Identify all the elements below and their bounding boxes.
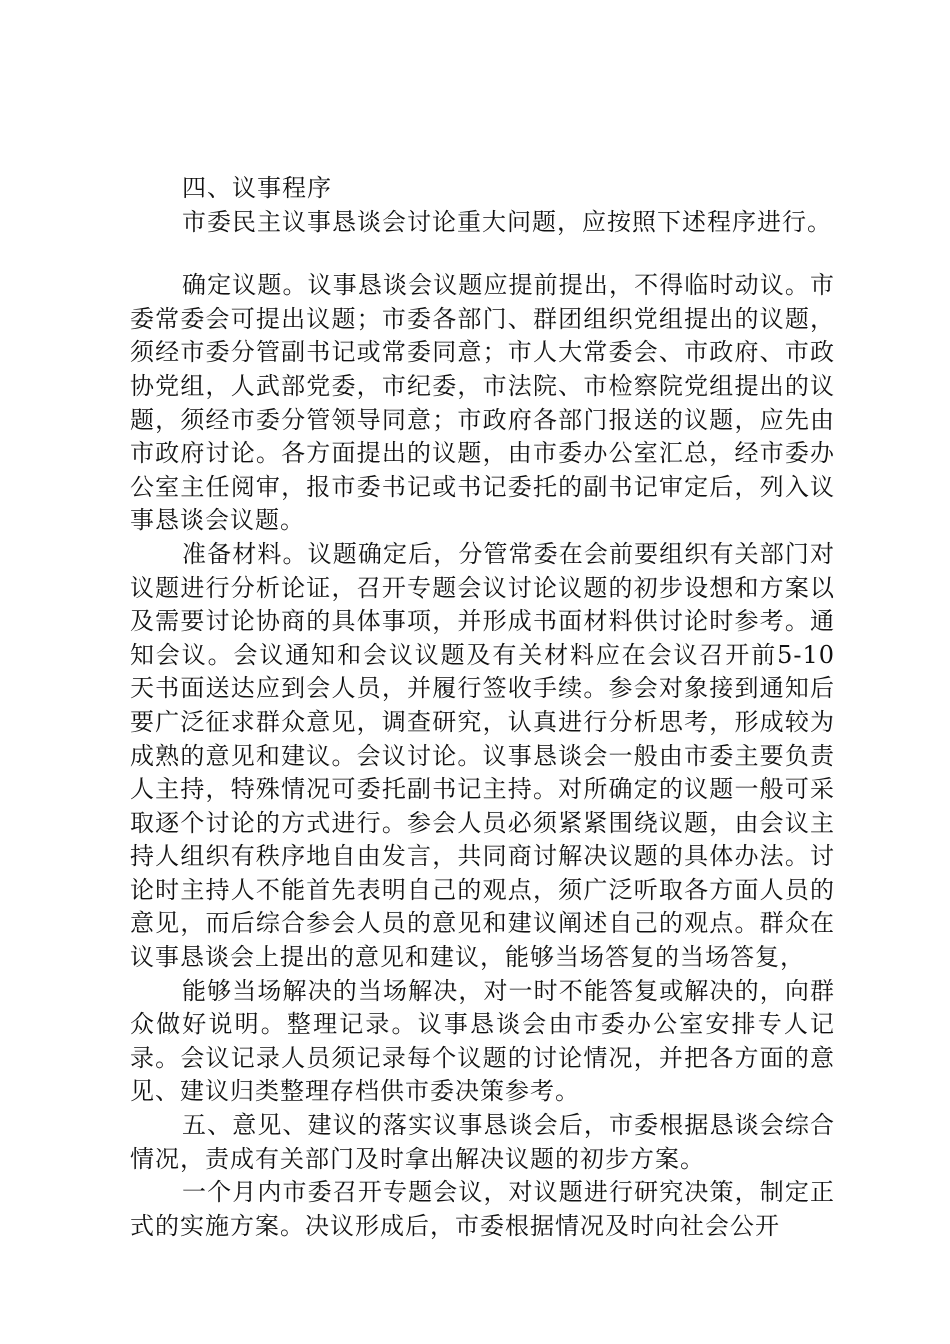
section-heading: 四、议事程序 <box>182 174 332 202</box>
intro-paragraph: 市委民主议事恳谈会讨论重大问题，应按照下述程序进行。 <box>182 207 832 236</box>
paragraph-decision: 一个月内市委召开专题会议，对议题进行研究决策，制定正式的实施方案。决议形成后，市委根据情况及时向社会公开 <box>130 1178 835 1240</box>
paragraph-prepare-materials: 准备材料。议题确定后，分管常委在会前要组织有关部门对议题进行分析论证，召开专题会议讨论议题的初步设想和方案以及需要讨论协商的具体事项，并形成书面材料供讨论时参考。通知会议。会议通知和会议议题及有关材料应在会议召开前5-10天书面送达应到会人员，并履行签收手续。参会对象接到通知后要广泛征求群众意见，调查研究，认真进行分析思考，形成较为成熟的意见和建议。会议讨论。议事恳谈会一般由市委主要负责人主持，特殊情况可委托副书记主持。对所确定的议题一般可采取逐个讨论的方式进行。参会人员必须紧紧围绕议题，由会议主持人组织有秩序地自由发言，共同商讨解决议题的具体办法。讨论时主持人不能首先表明自己的观点，须广泛听取各方面人员的意见，而后综合参会人员的意见和建议阐述自己的观点。群众在议事恳谈会上提出的意见和建议，能够当场答复的当场答复， <box>130 539 835 972</box>
document-body <box>130 172 835 1243</box>
paragraph-gap <box>130 239 835 269</box>
paragraph-implementation: 五、意见、建议的落实议事恳谈会后，市委根据恳谈会综合情况，责成有关部门及时拿出解决议题的初步方案。 <box>130 1111 835 1173</box>
paragraph-confirm-topics: 确定议题。议事恳谈会议题应提前提出，不得临时动议。市委常委会可提出议题；市委各部门、群团组织党组提出的议题，须经市委分管副书记或常委同意；市人大常委会、市政府、市政协党组，人武部党委，市纪委，市法院、市检察院党组提出的议题，须经市委分管领导同意；市政府各部门报送的议题，应先由市政府讨论。各方面提出的议题，由市委办公室汇总，经市委办公室主任阅审，报市委书记或书记委托的副书记审定后，列入议事恳谈会议题。 <box>130 271 835 535</box>
paragraph-resolve-on-site: 能够当场解决的当场解决，对一时不能答复或解决的，向群众做好说明。整理记录。议事恳谈会由市委办公室安排专人记录。会议记录人员须记录每个议题的讨论情况，并把各方面的意见、建议归类整理存档供市委决策参考。 <box>130 976 835 1106</box>
